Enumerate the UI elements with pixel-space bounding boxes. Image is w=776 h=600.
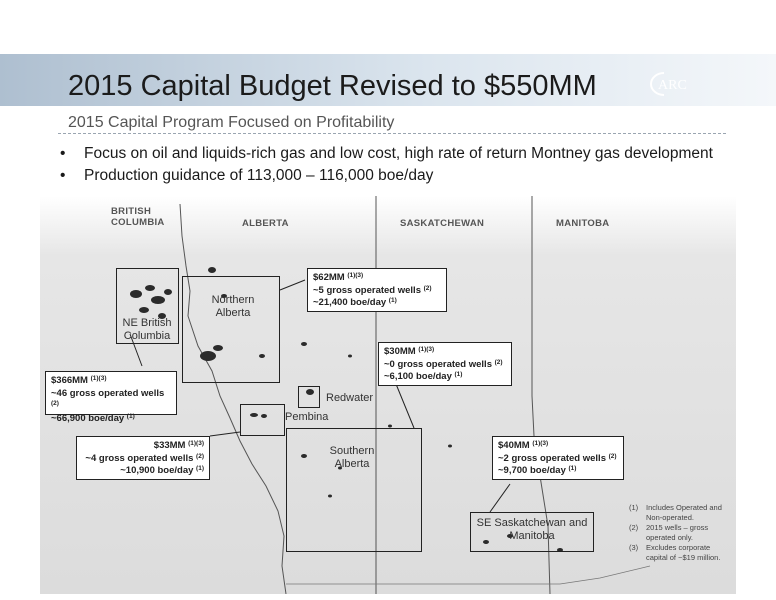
region-box-northern-alberta bbox=[182, 276, 280, 383]
footnotes bbox=[629, 503, 728, 563]
province-label-saskatchewan: SASKATCHEWAN bbox=[400, 218, 485, 229]
region-label-northern-alberta: Northern Alberta bbox=[211, 294, 255, 319]
region-label-southern-alberta: Southern Alberta bbox=[329, 445, 375, 470]
region-label-se-sask: SE Saskatchewan and Manitoba bbox=[476, 517, 588, 542]
province-label-manitoba: MANITOBA bbox=[556, 218, 610, 229]
footnote-item: (2) 2015 wells – gross operated only. bbox=[629, 523, 709, 542]
callout-pembina: $33MM $^{(1)(3)}$ ~4 gross operated wells $^{(2)}$ ~10,900 boe/day $^{(1)}$ bbox=[76, 436, 210, 480]
region-box-redwater bbox=[298, 386, 320, 408]
region-label-ne-bc: NE British Columbia bbox=[122, 317, 172, 342]
svg-text:ARC: ARC bbox=[658, 78, 687, 93]
callout-northern-alberta: $62MM $^{(1)(3)}$ ~5 gross operated wells $^{(2)}$ ~21,400 boe/day $^{(1)}$ bbox=[307, 268, 447, 312]
region-box-pembina bbox=[240, 404, 285, 436]
page-subtitle: 2015 Capital Program Focused on Profitability bbox=[68, 114, 395, 131]
callout-redwater: $30MM $^{(1)(3)}$ ~0 gross operated wells $^{(2)}$ ~6,100 boe/day $^{(1)}$ bbox=[378, 342, 512, 386]
region-label-redwater: Redwater bbox=[326, 392, 374, 404]
footnote-item: (3) Excludes corporate capital of ~$19 million. bbox=[629, 543, 721, 562]
page-title: 2015 Capital Budget Revised to $550MM bbox=[68, 70, 597, 102]
callout-ne-bc: $366MM $^{(1)(3)}$ ~46 gross operated wells $^{(2)}$ ~66,900 boe/day $^{(1)}$ bbox=[45, 371, 177, 415]
province-label-bc: BRITISH COLUMBIA bbox=[111, 206, 165, 228]
bullet-item: • Focus on oil and liquids-rich gas and low cost, high rate of return Montney gas development bbox=[58, 143, 713, 165]
divider bbox=[58, 133, 726, 134]
callout-se-sask: $40MM $^{(1)(3)}$ ~2 gross operated wells $^{(2)}$ ~9,700 boe/day $^{(1)}$ bbox=[492, 436, 624, 480]
bullet-item: • Production guidance of 113,000 – 116,000 boe/day bbox=[58, 165, 713, 187]
province-label-alberta: ALBERTA bbox=[242, 218, 289, 229]
region-label-pembina: Pembina bbox=[285, 411, 329, 423]
footnote-item: (1) Includes Operated and Non-operated. bbox=[629, 503, 722, 522]
arc-logo bbox=[650, 70, 702, 98]
bullet-list bbox=[58, 143, 713, 187]
